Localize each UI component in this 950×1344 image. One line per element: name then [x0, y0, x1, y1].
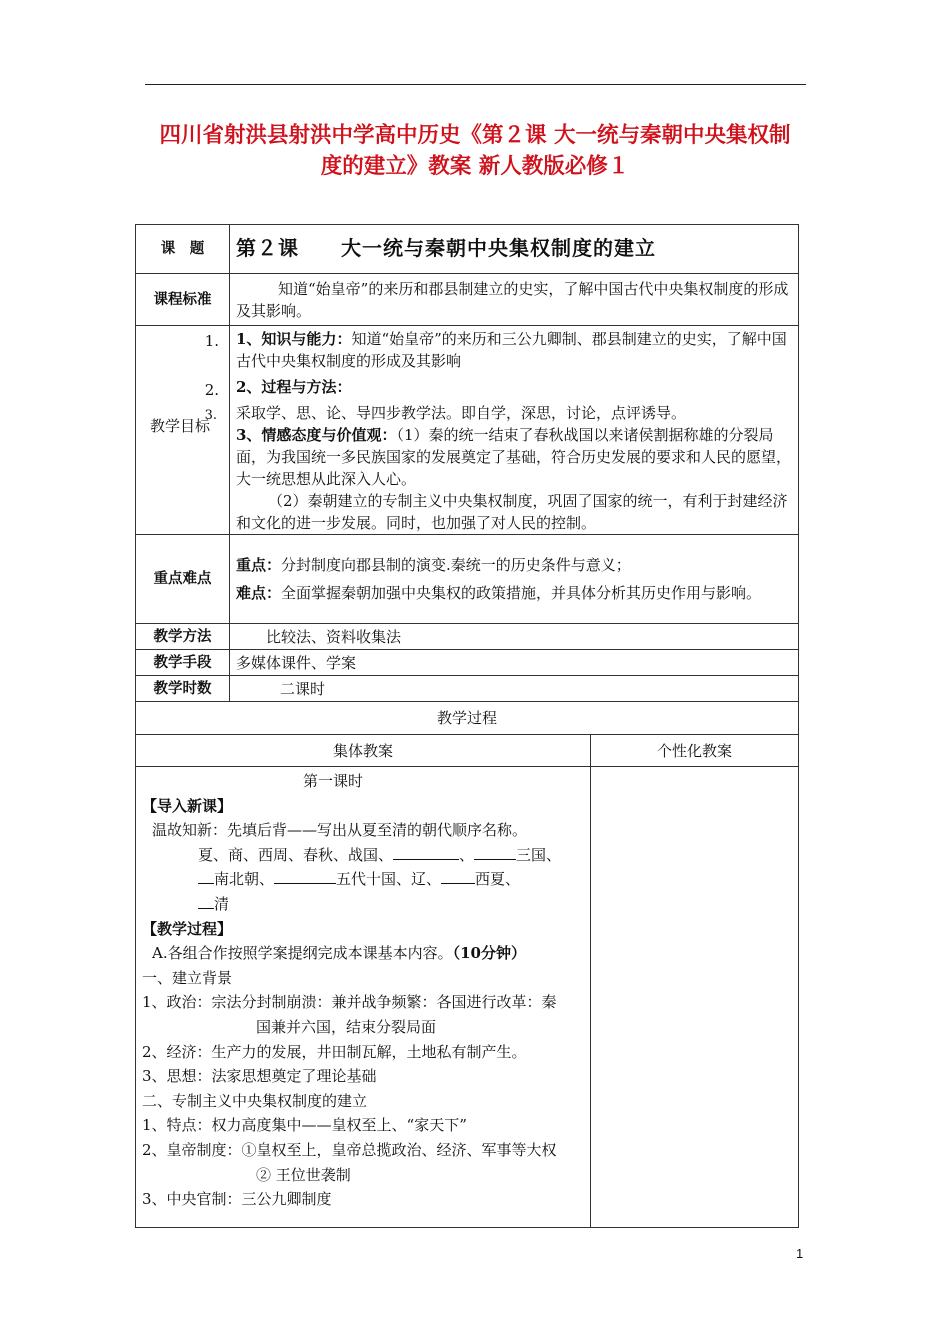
dynasty-line-2-end: 西夏、 — [475, 870, 521, 889]
means-label: 教学手段 — [136, 650, 230, 676]
item-1: 1、特点：权力高度集中——皇权至上、“家天下” — [142, 1116, 467, 1135]
standard-value: 知道“始皇帝”的来历和郡县制建立的史实，了解中国古代中央集权制度的形成及其影响。 — [230, 274, 799, 326]
header-rule — [145, 84, 806, 85]
blank-1 — [393, 845, 459, 860]
key-cell — [230, 535, 799, 624]
point-1b: 国兼并六国，结束分裂局面 — [256, 1017, 437, 1036]
section-1-heading: 一、建立背景 — [142, 968, 233, 987]
blank-5 — [441, 869, 475, 884]
point-3: 3、思想：法家思想奠定了理论基础 — [142, 1067, 377, 1086]
dynasty-line-1: 夏、商、西周、春秋、战国、 、 三国、 — [198, 845, 562, 864]
row-goals — [136, 326, 799, 535]
title-line-2: 度的建立》教案 新人教版必修１ — [320, 154, 630, 179]
row-means — [136, 650, 799, 676]
difficulty-text: 全面掌握秦朝加强中央集权的政策措施，并具体分析其历史作用与影响。 — [281, 584, 762, 602]
intro-heading: 【导入新课】 — [142, 796, 233, 815]
dynasty-line-1-text: 夏、商、西周、春秋、战国、 — [198, 845, 394, 864]
item-2b: ② 王位世袭制 — [256, 1165, 351, 1184]
hours-value: 二课时 — [230, 676, 799, 702]
page-number: 1 — [796, 1246, 804, 1261]
row-process — [136, 702, 799, 735]
col-collective: 集体教案 — [136, 735, 591, 767]
topic-value: 第２课 大一统与秦朝中央集权制度的建立 — [236, 236, 656, 260]
review-text: 温故知新：先填后背——写出从夏至清的朝代顺序名称。 — [152, 821, 528, 840]
difficulty — [236, 579, 792, 607]
row-topic — [136, 225, 799, 274]
row-standard — [136, 274, 799, 326]
section-2-heading: 二、专制主义中央集权制度的建立 — [142, 1091, 368, 1110]
dynasty-line-1-end: 三国、 — [516, 845, 562, 864]
goal-1 — [236, 328, 792, 372]
means-value: 多媒体课件、学案 — [230, 650, 799, 676]
document-title — [140, 120, 810, 182]
dynasty-line-2-mid: 五代十国、辽、 — [336, 870, 442, 889]
goal-num-1: 1. — [204, 332, 219, 350]
key-heading: 重点： — [236, 556, 282, 574]
lesson-1-heading: 第一课时 — [302, 772, 363, 790]
item-2a: 2、皇帝制度：①皇权至上，皇帝总揽政治、经济、军事等大权 — [142, 1140, 557, 1159]
key-label: 重点难点 — [136, 535, 230, 624]
row-hours — [136, 676, 799, 702]
row-method — [136, 624, 799, 650]
topic-label: 课 题 — [136, 225, 230, 274]
goal-1-heading: 1、知识与能力： — [236, 330, 352, 348]
dynasty-line-3-text: 清 — [214, 894, 230, 913]
step-a — [142, 941, 584, 966]
step-a-time: （10分钟） — [452, 944, 526, 963]
blank-3 — [198, 869, 214, 884]
col-personal: 个性化教案 — [591, 735, 799, 767]
blank-4 — [274, 869, 336, 884]
goal-3-heading: 3、情感态度与价值观： — [236, 426, 397, 444]
goal-2-heading: 2、过程与方法： — [236, 378, 352, 396]
goals-cell — [230, 326, 799, 535]
point-1a: 1、政治：宗法分封制崩溃：兼并战争频繁：各国进行改革：秦 — [142, 993, 557, 1012]
goal-num-3: 3. — [204, 408, 217, 423]
step-a-text: A.各组合作按照学案提纲完成本课基本内容。 — [152, 944, 453, 963]
goals-label-cell — [136, 326, 230, 535]
goal-2-text: 采取学、思、论、导四步教学法。即自学，深思，讨论，点评诱导。 — [236, 404, 687, 422]
key-point — [236, 551, 792, 579]
goal-3-text: （1）秦的统一结束了春秋战国以来诸侯割据称雄的分裂局面，为我国统一多民族国家的发展奠定了基础，符合历史发展的要求和人民的愿望，大一统思想从此深入人心。 — [236, 426, 792, 488]
row-columns — [136, 735, 799, 767]
goal-1-text: 知道“始皇帝”的来历和三公九卿制、郡县制建立的史实，了解中国古代中央集权制度的形成及其影响 — [236, 330, 787, 370]
lesson-plan-table — [135, 224, 799, 1228]
difficulty-heading: 难点： — [236, 584, 282, 602]
goals-label: 教学目标 — [150, 417, 211, 435]
collective-content — [136, 767, 591, 1228]
item-3: 3、中央官制：三公九卿制度 — [142, 1190, 332, 1209]
row-content — [136, 767, 799, 1228]
goal-num-2: 2. — [204, 381, 219, 399]
personal-content — [591, 767, 799, 1228]
title-line-1: 四川省射洪县射洪中学高中历史《第２课 大一统与秦朝中央集权制 — [159, 123, 791, 148]
method-label: 教学方法 — [136, 624, 230, 650]
dynasty-line-2 — [142, 867, 584, 892]
goal-3 — [236, 424, 792, 490]
standard-label: 课程标准 — [136, 274, 230, 326]
topic-cell — [230, 225, 799, 274]
blank-2 — [474, 845, 516, 860]
goal-3-text-2: （2）秦朝建立的专制主义中央集权制度，巩固了国家的统一，有利于封建经济和文化的进一步发展。同时，也加强了对人民的控制。 — [236, 492, 788, 532]
dynasty-line-2-text: 南北朝、 — [214, 870, 275, 889]
process-label: 教学过程 — [136, 702, 799, 735]
key-text: 分封制度向郡县制的演变.秦统一的历史条件与意义； — [281, 556, 631, 574]
blank-6 — [198, 894, 214, 909]
method-value: 比较法、资料收集法 — [230, 624, 799, 650]
dynasty-line-3 — [142, 892, 584, 917]
process-heading: 【教学过程】 — [142, 919, 233, 938]
point-2: 2、经济：生产力的发展，井田制瓦解，土地私有制产生。 — [142, 1042, 527, 1061]
hours-label: 教学时数 — [136, 676, 230, 702]
row-key — [136, 535, 799, 624]
